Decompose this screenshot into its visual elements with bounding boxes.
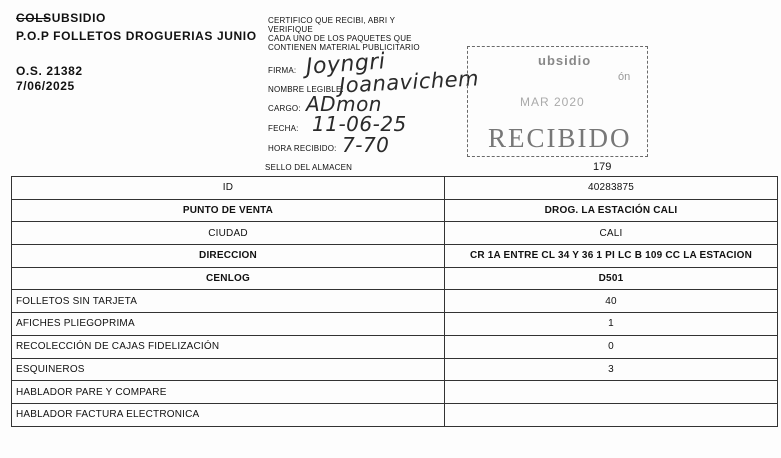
firma-signature: Joyngri [305,49,387,80]
order-date: 7/06/2025 [16,79,75,93]
row-label: DIRECCION [12,245,445,268]
row-label: PUNTO DE VENTA [12,199,445,222]
company-name: COLSUBSIDIO [16,11,106,25]
certificate-line-4: CONTIENEN MATERIAL PUBLICITARIO [268,43,420,52]
row-label: FOLLETOS SIN TARJETA [12,290,445,313]
row-value: 0 [445,335,778,358]
table-row [12,245,778,268]
row-value [445,403,778,426]
row-label: CENLOG [12,267,445,290]
row-label: ID [12,177,445,200]
certificate-line-1: CERTIFICO QUE RECIBI, ABRI Y [268,16,396,25]
fecha-label: FECHA: [268,124,299,133]
table-row [12,199,778,222]
cargo-label: CARGO: [268,104,301,113]
table-row [12,358,778,381]
fecha-value: 11-06-25 [312,112,407,136]
firma-label: FIRMA: [268,66,297,75]
stamp-mid-text: ón [618,71,631,83]
table-row [12,335,778,358]
order-number: O.S. 21382 [16,64,83,78]
received-stamp [467,46,648,157]
row-value: D501 [445,267,778,290]
table-row [12,381,778,404]
row-value [445,381,778,404]
row-label: RECOLECCIÓN DE CAJAS FIDELIZACIÓN [12,335,445,358]
table-row [12,290,778,313]
sello-label: SELLO DEL ALMACEN [265,163,353,172]
row-label: HABLADOR FACTURA ELECTRONICA [12,403,445,426]
table-row [12,313,778,336]
certificate-line-2: VERIFIQUE [268,25,313,34]
row-label: HABLADOR PARE Y COMPARE [12,381,445,404]
table-row [12,177,778,200]
strike-line [16,18,50,19]
row-value: 40 [445,290,778,313]
cargo-value: ADmon [306,92,382,116]
row-value: DROG. LA ESTACIÓN CALI [445,199,778,222]
stamp-date: MAR 2020 [520,95,585,109]
row-label: ESQUINEROS [12,358,445,381]
row-value: 3 [445,358,778,381]
row-label: AFICHES PLIEGOPRIMA [12,313,445,336]
certificate-line-3: CADA UNO DE LOS PAQUETES QUE [268,34,412,43]
table-row [12,222,778,245]
row-value: CALI [445,222,778,245]
delivery-table [11,176,778,427]
table-row [12,403,778,426]
table-row [12,267,778,290]
row-value: 40283875 [445,177,778,200]
row-value: 1 [445,313,778,336]
hora-label: HORA RECIBIDO: [268,144,337,153]
stamp-top-text: ubsidio [538,53,592,68]
nombre-value: Joanavichem [338,66,480,98]
hora-value: 7-70 [342,133,390,157]
row-value: CR 1A ENTRE CL 34 Y 36 1 PI LC B 109 CC LA ESTACION [445,245,778,268]
nombre-label: NOMBRE LEGIBLE: [268,85,344,94]
page-number: 179 [593,161,612,173]
stamp-recibido: RECIBIDO [488,123,632,153]
row-label: CIUDAD [12,222,445,245]
campaign-title: P.O.P FOLLETOS DROGUERIAS JUNIO [16,29,257,43]
